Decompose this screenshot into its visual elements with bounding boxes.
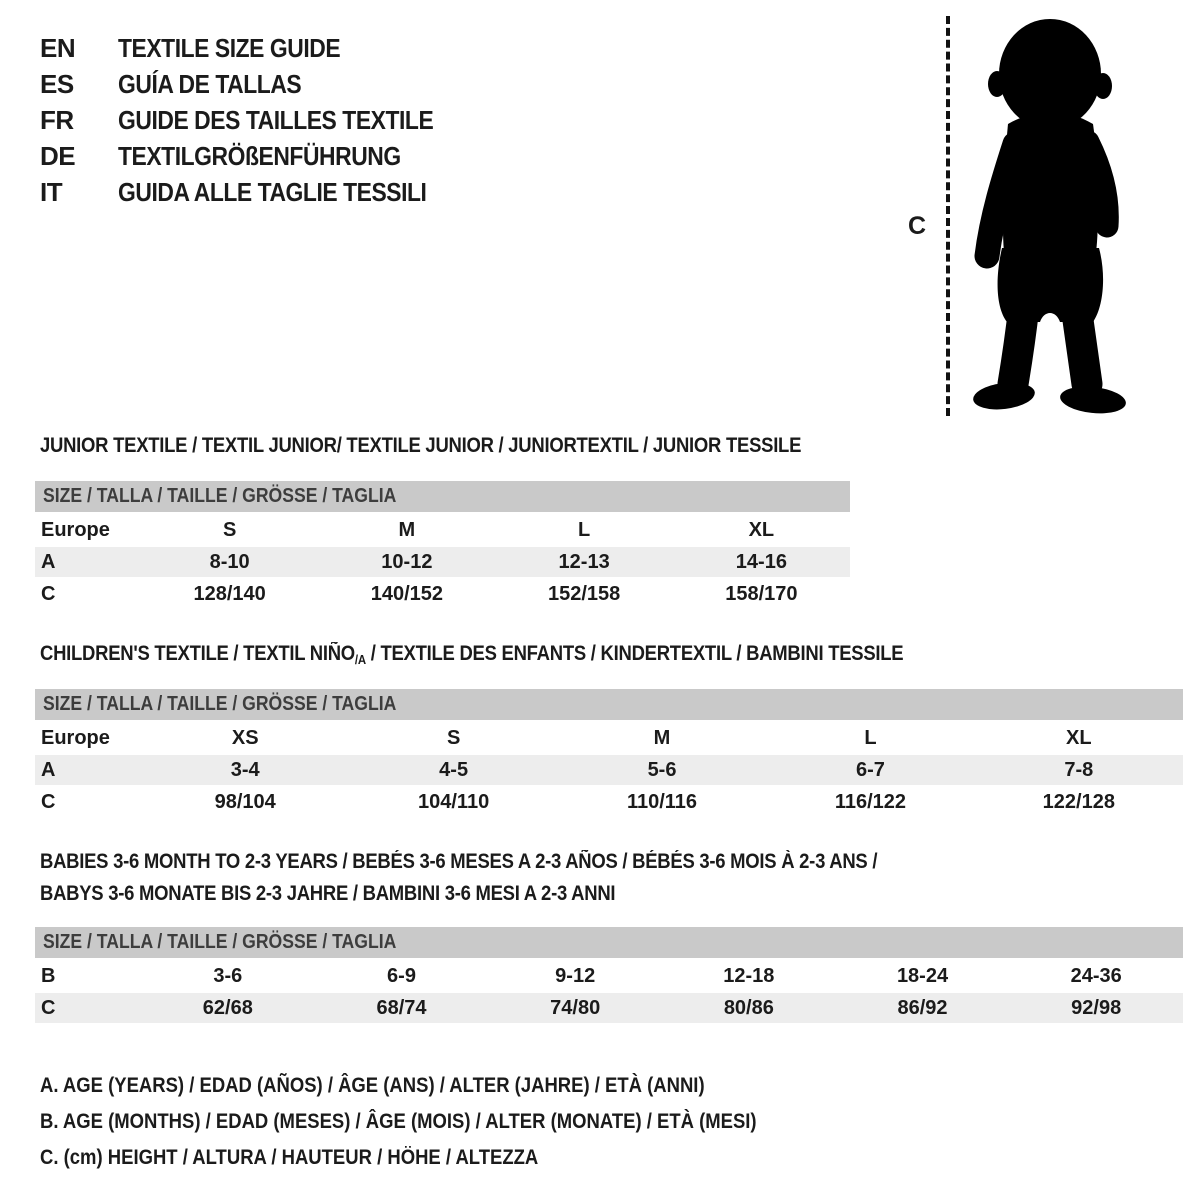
table-cell: 14-16 [735, 551, 787, 573]
lang-row-fr [40, 102, 476, 138]
legend-block [40, 1068, 854, 1176]
size-table-header [35, 481, 850, 512]
legend-line-b [40, 1104, 854, 1140]
lang-code: FR [40, 105, 74, 135]
lang-title: GUIDA ALLE TAGLIE TESSILI [118, 177, 427, 207]
babies-title-line2-text: BABYS 3-6 MONATE BIS 2-3 JAHRE / BAMBINI 3-6 MESI A 2-3 ANNI [40, 882, 616, 905]
table-cell: 7-8 [1064, 759, 1094, 781]
size-table-header [35, 927, 1183, 958]
size-col-header: L [864, 727, 877, 749]
toddler-silhouette-icon [960, 16, 1138, 416]
legend-line-a [40, 1068, 854, 1104]
legend-line-a-text: A. AGE (YEARS) / EDAD (AÑOS) / ÂGE (ANS) / ALTER (JAHRE) / ETÀ (ANNI) [40, 1074, 705, 1097]
height-measure-label: C [908, 212, 927, 240]
table-cell: 74/80 [550, 997, 601, 1019]
row-label: C [41, 997, 56, 1019]
table-cell: 104/110 [418, 791, 490, 813]
table-cell: 68/74 [376, 997, 427, 1019]
table-cell: 3-4 [230, 759, 260, 781]
size-col-header: XL [1066, 727, 1092, 749]
table-row-europe [35, 515, 850, 545]
table-cell: 24-36 [1070, 965, 1122, 987]
table-cell: 62/68 [202, 997, 253, 1019]
table-cell: 98/104 [214, 791, 276, 813]
table-cell: 122/128 [1042, 791, 1115, 813]
row-label: A [41, 759, 56, 781]
lang-title: GUÍA DE TALLAS [118, 69, 302, 99]
table-cell: 80/86 [723, 997, 774, 1019]
table-cell: 158/170 [725, 583, 798, 605]
table-cell: 18-24 [896, 965, 949, 987]
row-label: Europe [41, 519, 110, 541]
children-title-prefix: CHILDREN'S TEXTILE / TEXTIL NIÑO [40, 642, 355, 665]
table-row-height [35, 579, 850, 609]
lang-title: TEXTILE SIZE GUIDE [118, 33, 341, 63]
table-cell: 10-12 [381, 551, 433, 573]
legend-line-c-text: C. (cm) HEIGHT / ALTURA / HAUTEUR / HÖHE / ALTEZZA [40, 1146, 539, 1169]
row-label: A [41, 551, 56, 573]
table-row-age-months [35, 961, 1183, 991]
table-cell: 12-13 [558, 551, 610, 573]
table-row-age [35, 547, 850, 577]
row-label: C [41, 583, 56, 605]
table-cell: 9-12 [555, 965, 596, 987]
size-col-header: S [222, 519, 237, 541]
lang-code: ES [40, 69, 74, 99]
table-cell: 6-9 [387, 965, 416, 987]
size-col-header: XS [231, 727, 259, 749]
size-table-header-text: SIZE / TALLA / TAILLE / GRÖSSE / TAGLIA [43, 931, 397, 953]
size-col-header: L [578, 519, 591, 541]
junior-section-title [40, 434, 905, 458]
table-row-height [35, 993, 1183, 1023]
table-row-height [35, 787, 1183, 817]
children-section-title-text [40, 642, 903, 667]
height-measure-dashed-line [946, 16, 950, 416]
table-cell: 140/152 [370, 583, 444, 605]
table-cell: 86/92 [897, 997, 948, 1019]
lang-row-es [40, 66, 476, 102]
table-cell: 152/158 [547, 583, 621, 605]
language-title-block [40, 30, 476, 210]
lang-row-de [40, 138, 476, 174]
size-table-header [35, 689, 1183, 720]
children-section-title [40, 642, 1021, 667]
babies-title-line1-text: BABIES 3-6 MONTH TO 2-3 YEARS / BEBÉS 3-6 MESES A 2-3 AÑOS / BÉBÉS 3-6 MOIS À 2-3 ANS / [40, 850, 878, 873]
size-col-header: S [446, 727, 461, 749]
table-cell: 5-6 [647, 759, 677, 781]
table-cell: 3-6 [213, 965, 243, 987]
legend-line-b-text: B. AGE (MONTHS) / EDAD (MESES) / ÂGE (MOIS) / ALTER (MONATE) / ETÀ (MESI) [40, 1110, 757, 1133]
table-cell: 128/140 [193, 583, 266, 605]
row-label: B [41, 965, 56, 987]
babies-section-title-line1 [40, 850, 991, 874]
children-title-subscript: /A [354, 652, 366, 667]
lang-row-it [40, 174, 476, 210]
babies-section-title-line2 [40, 882, 694, 906]
lang-title: GUIDE DES TAILLES TEXTILE [118, 105, 434, 135]
lang-code: EN [40, 33, 76, 63]
table-cell: 4-5 [439, 759, 469, 781]
junior-size-table [35, 481, 850, 611]
table-cell: 8-10 [209, 551, 250, 573]
row-label: Europe [41, 727, 110, 749]
children-title-suffix: / TEXTILE DES ENFANTS / KINDERTEXTIL / BAMBINI TESSILE [365, 642, 904, 665]
table-row-age [35, 755, 1183, 785]
lang-title: TEXTILGRÖßENFÜHRUNG [118, 141, 401, 171]
lang-code: DE [40, 141, 76, 171]
size-col-header: M [398, 519, 416, 541]
children-size-table [35, 689, 1183, 819]
size-col-header: M [653, 727, 671, 749]
table-cell: 110/116 [626, 791, 698, 813]
table-cell: 12-18 [723, 965, 775, 987]
size-table-header-text: SIZE / TALLA / TAILLE / GRÖSSE / TAGLIA [43, 485, 397, 507]
table-row-europe [35, 723, 1183, 753]
lang-row-en [40, 30, 476, 66]
size-table-header-text: SIZE / TALLA / TAILLE / GRÖSSE / TAGLIA [43, 693, 397, 715]
junior-section-title-text: JUNIOR TEXTILE / TEXTIL JUNIOR/ TEXTILE JUNIOR / JUNIORTEXTIL / JUNIOR TESSILE [40, 434, 802, 457]
babies-size-table [35, 927, 1183, 1025]
table-cell: 6-7 [855, 759, 885, 781]
size-col-header: XL [748, 519, 775, 541]
table-cell: 116/122 [834, 791, 907, 813]
legend-line-c [40, 1140, 854, 1176]
lang-code: IT [40, 177, 63, 207]
table-cell: 92/98 [1071, 997, 1122, 1019]
row-label: C [41, 791, 56, 813]
